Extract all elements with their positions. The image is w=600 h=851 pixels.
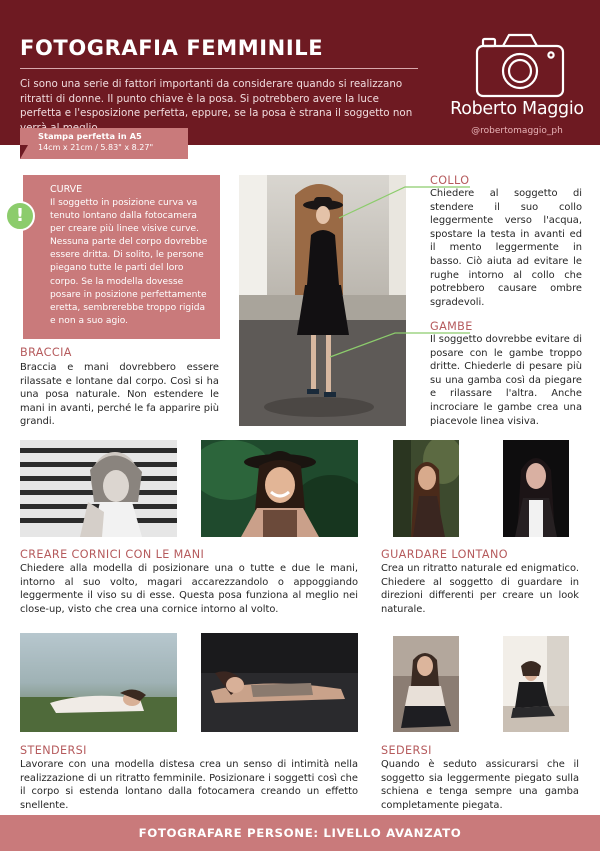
brand-handle: @robertomaggio_ph <box>471 126 563 136</box>
sitting-window-photo <box>503 636 569 732</box>
hat-smiling-woman-photo <box>201 440 358 537</box>
section-text-stendersi: Lavorare con una modella distesa crea un senso di intimità nella realizzazione di un ritratto femminile. Posizionare i soggetti così che il corpo si estenda lontano dalla fotocamera creando un effetto snellente. <box>20 759 358 811</box>
page-title: FOTOGRAFIA FEMMINILE <box>20 36 324 60</box>
section-text-gambe: Il soggetto dovrebbe evitare di posare con le gambe troppo dritte. Chiederle di pesare più su una gamba così da piegare e rilassare l'altra. Anche incrociare le gambe crea una piacevole linea visiva. <box>430 334 582 427</box>
hands-frame-bw-photo <box>20 440 177 537</box>
section-text-sedersi: Quando è seduto assicurarsi che il soggetto sia leggermente piegato sulla schiena e tenga sempre una gamba completamente piegata. <box>381 759 579 811</box>
section-title-cornici: CREARE CORNICI CON LE MANI <box>20 548 205 561</box>
section-text-collo: Chiedere al soggetto di stendere il suo collo leggermente verso l'acqua, spostare la testa in avanti ed il mento leggermente in basso. Ciò aiuta ad evitare le rughe intorno al collo che potrebbero causare ombre sgradevoli. <box>430 188 582 308</box>
lying-floor-photo <box>201 633 358 732</box>
intro-text: Ci sono una serie di fattori importanti da considerare quando si realizzano ritratti di donne. Il punto chiave è la posa. Si potrebbero avere la luce perfetta e l'esposizione perfetta, eppure, se la posa è strana il soggetto non <box>20 78 413 120</box>
main-standing-portrait-photo <box>239 175 406 426</box>
sitting-woman-photo <box>393 636 459 732</box>
print-size-dimensions: 14cm x 21cm / 5.83" x 8.27" <box>38 143 154 152</box>
section-title-sedersi: SEDERSI <box>381 744 432 757</box>
section-text-cornici: Chiedere alla modella di posizionare una o tutte e due le mani, intorno al suo volto, magari accarezzandolo o appoggiando leggermente il viso su di esse. Questa posa funziona al meglio nei close-up, visto che crea una cornice intorno al volto. <box>20 563 358 615</box>
looking-away-dark-photo <box>503 440 569 537</box>
section-title-stendersi: STENDERSI <box>20 744 87 757</box>
tip-title: CURVE <box>50 184 83 195</box>
section-text-lontano: Crea un ritratto naturale ed enigmatico. Chiedere al soggetto di guardare in direzioni differenti per creare un look naturale. <box>381 563 579 615</box>
section-title-lontano: GUARDARE LONTANO <box>381 548 508 561</box>
brand-name: Roberto Maggio <box>450 99 584 119</box>
print-size-label: Stampa perfetta in A5 <box>38 131 142 141</box>
section-text-braccia: Braccia e mani dovrebbero essere rilassate e lontane dal corpo. Così si ha una posa naturale. Non estendere le mani in avanti, perché le fa apparire più grandi. <box>20 362 219 428</box>
exclamation-icon: ! <box>5 201 35 231</box>
tip-text: Il soggetto in posizione curva va tenuto lontano dalla fotocamera per creare più linee visive curve. Nessuna parte del corpo dovrebbe essere dritta. Di solito, le persone piegano tutte le parti del loro corpo. Se la modella dovesse posare in posizione perfettamente eretta, sembrerebbe troppo rigida e non a suo agio. <box>50 198 208 326</box>
looking-away-forest-photo <box>393 440 459 537</box>
lying-grass-photo <box>20 633 177 732</box>
camera-outline-icon <box>473 30 567 100</box>
print-size-tag <box>20 128 188 159</box>
print-tag-notch <box>20 145 28 159</box>
title-divider <box>20 68 418 69</box>
section-title-gambe: GAMBE <box>430 320 473 333</box>
section-title-braccia: BRACCIA <box>20 346 72 359</box>
footer-text: FOTOGRAFARE PERSONE: LIVELLO AVANZATO <box>138 826 462 840</box>
section-title-collo: COLLO <box>430 174 470 187</box>
